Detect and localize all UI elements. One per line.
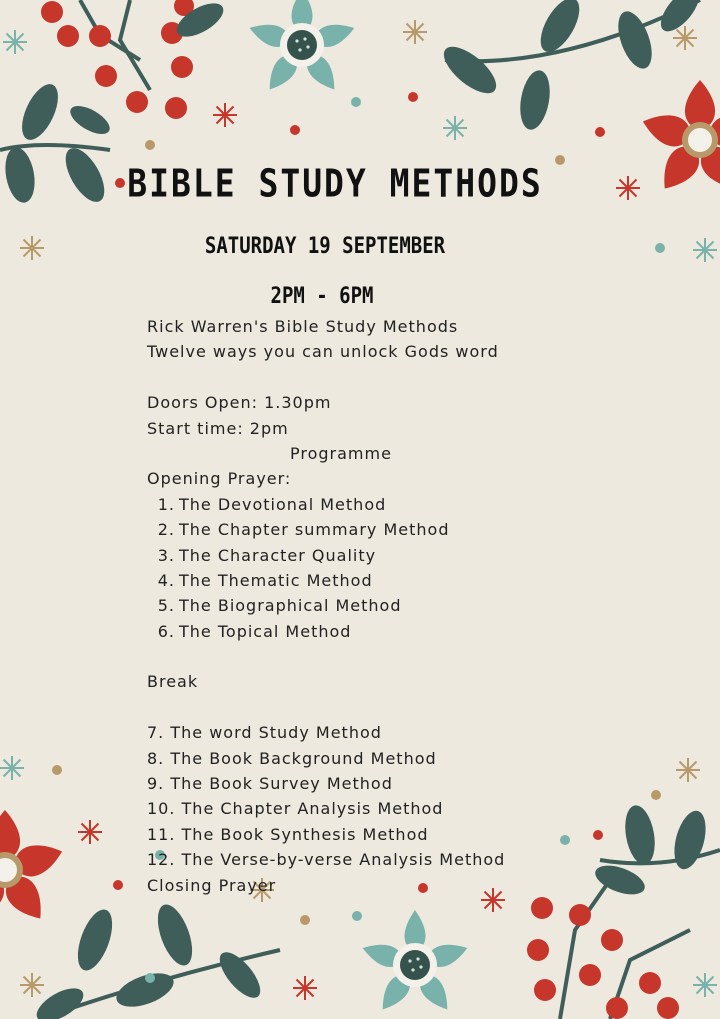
list-item: 11. The Book Synthesis Method	[147, 824, 429, 844]
subtitle-line-1: Rick Warren's Bible Study Methods	[147, 317, 459, 336]
list-number: 6.	[157, 621, 175, 641]
event-time: 2PM - 6PM	[270, 283, 374, 309]
list-number: 3.	[157, 545, 175, 565]
programme-heading: Programme	[290, 443, 392, 463]
list-number: 5.	[157, 596, 175, 616]
event-date: SATURDAY 19 SEPTEMBER	[204, 233, 446, 259]
spacer	[147, 695, 505, 720]
list-item	[147, 517, 505, 542]
list-item: 12. The Verse-by-verse Analysis Method	[147, 850, 506, 870]
list-label: The Chapter summary Method	[179, 520, 450, 540]
list-item	[147, 619, 505, 644]
list-label: The Devotional Method	[179, 494, 387, 514]
list-item: 8. The Book Background Method	[147, 748, 437, 768]
list-number: 4.	[157, 570, 175, 590]
spacer	[147, 644, 505, 669]
subtitle-line-2: Twelve ways you can unlock Gods word	[147, 342, 499, 362]
opening-prayer: Opening Prayer:	[147, 469, 292, 489]
spacer	[147, 365, 505, 390]
list-item	[147, 593, 505, 618]
list-label: The Thematic Method	[179, 570, 373, 590]
methods-list-first	[147, 492, 505, 644]
list-item	[147, 492, 505, 517]
list-label: The Biographical Method	[179, 596, 402, 616]
list-item	[147, 568, 505, 593]
list-item	[147, 543, 505, 568]
event-title: BIBLE STUDY METHODS	[127, 161, 543, 206]
list-item: 10. The Chapter Analysis Method	[147, 799, 444, 819]
list-item: 7. The word Study Method	[147, 723, 382, 743]
event-details	[147, 314, 505, 898]
list-number: 1.	[157, 494, 175, 514]
list-label: The Character Quality	[179, 545, 377, 565]
break-label: Break	[147, 672, 199, 692]
start-time: Start time: 2pm	[147, 418, 289, 438]
doors-open: Doors Open: 1.30pm	[147, 393, 332, 413]
list-label: The Topical Method	[179, 621, 352, 641]
list-number: 2.	[157, 520, 175, 540]
list-item: 9. The Book Survey Method	[147, 774, 393, 794]
closing-prayer: Closing Prayer	[147, 875, 277, 895]
